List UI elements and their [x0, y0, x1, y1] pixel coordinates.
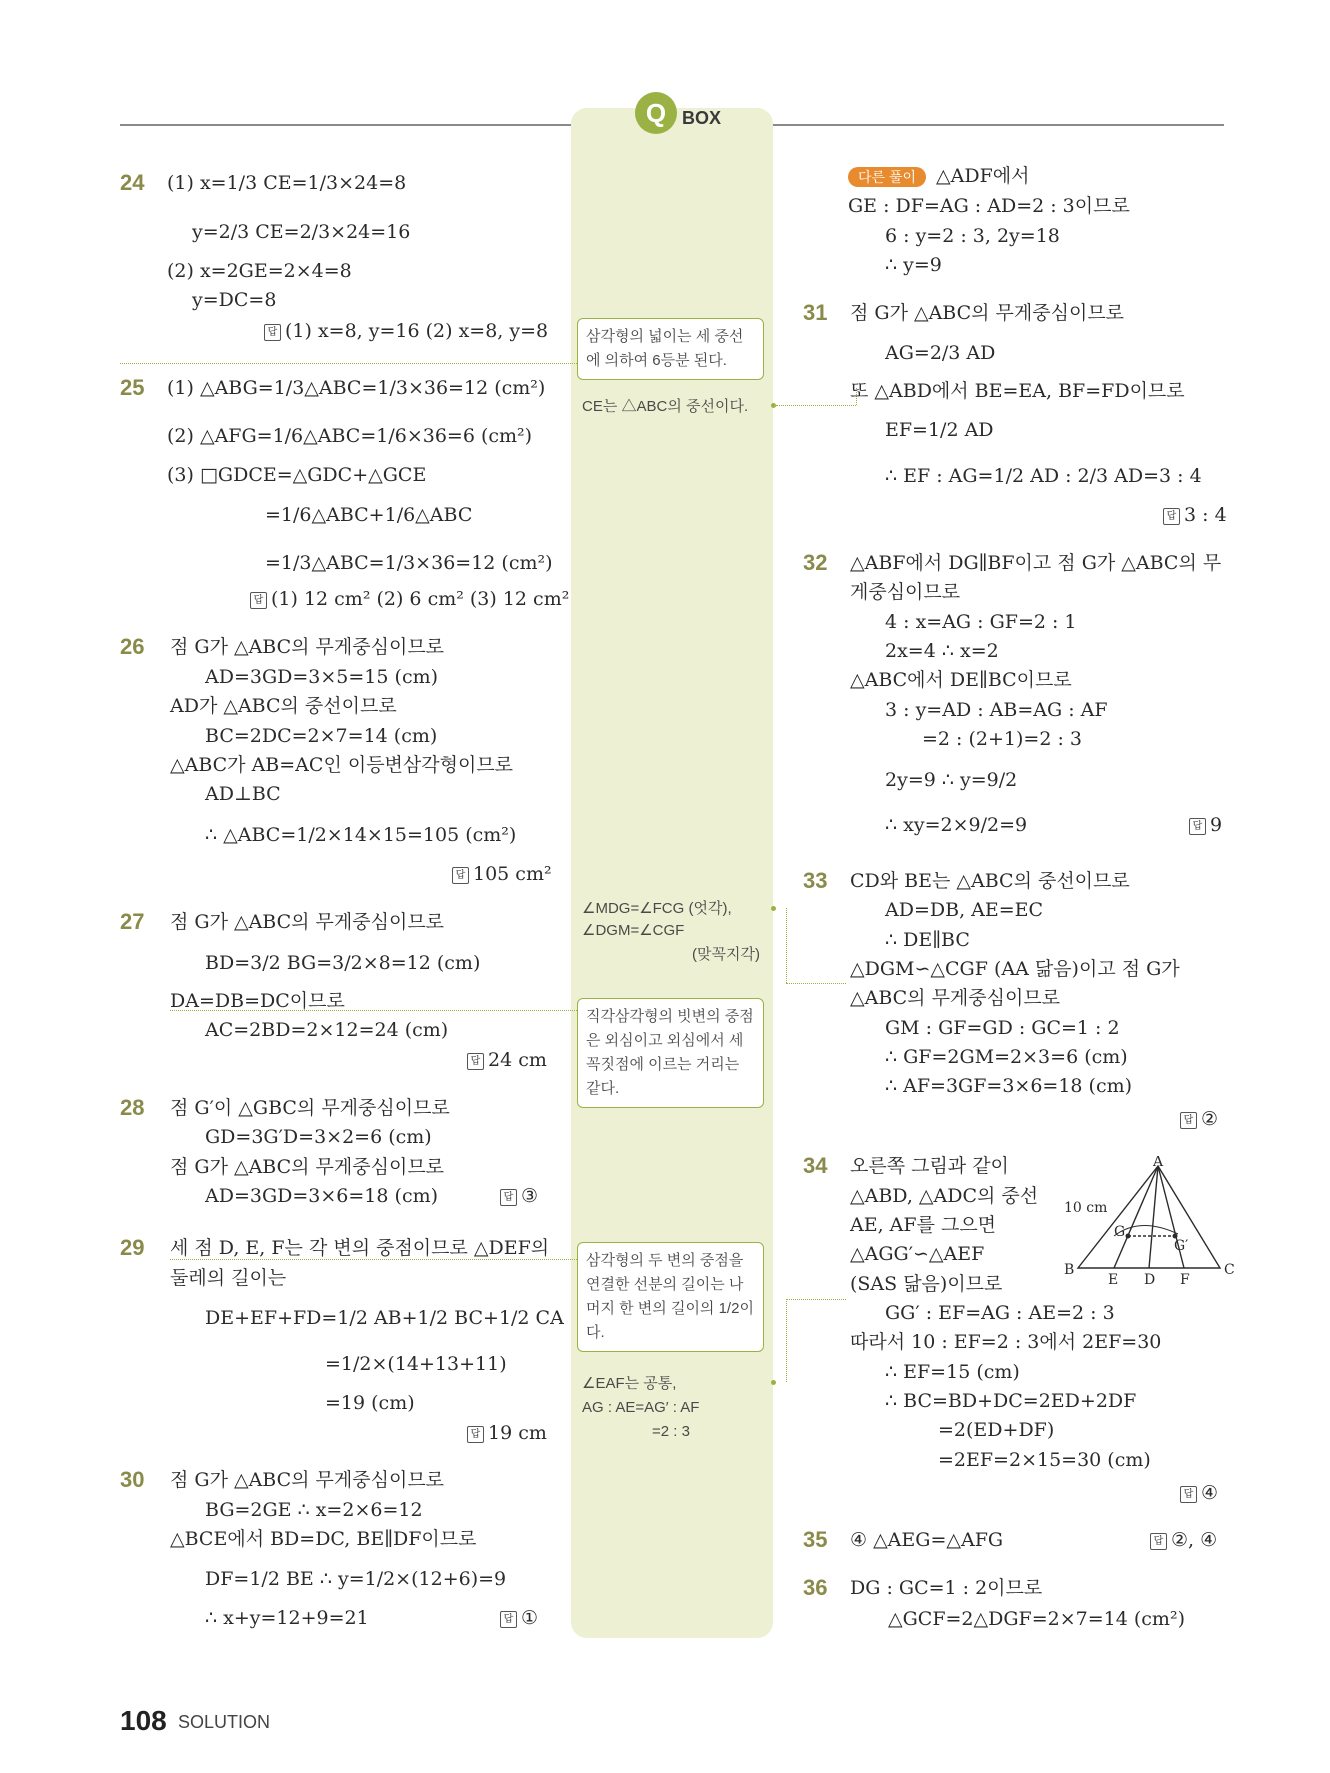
problem-24-line: y=2/3 CE=2/3×24=16 — [192, 221, 411, 243]
problem-26-number: 26 — [120, 634, 145, 659]
qbox-note-median: CE는 △ABC의 중선이다. — [582, 398, 749, 415]
problem-26-line: AD가 △ABC의 중선이므로 — [170, 695, 397, 717]
q-box-label: BOX — [682, 108, 722, 128]
problem-31-number: 31 — [803, 300, 828, 325]
problem-32-line: △ABF에서 DG∥BF이고 점 G가 △ABC의 무 — [850, 552, 1222, 574]
connector-line — [786, 983, 846, 984]
problem-34-line: △AGG′∽△AEF — [850, 1243, 985, 1265]
q-box-badge-icon: Q — [635, 92, 677, 134]
answer-icon: 답 — [264, 324, 281, 341]
connector-dot — [771, 906, 776, 911]
answer-text: 3 : 4 — [1184, 504, 1227, 526]
problem-34-line: (SAS 닮음)이므로 — [850, 1273, 1003, 1295]
point-g-icon — [1126, 1234, 1131, 1239]
problem-33-line: ∴ AF=3GF=3×6=18 (cm) — [885, 1075, 1133, 1097]
problem-28-answer — [500, 1183, 538, 1209]
problem-30-line: △BCE에서 BD=DC, BE∥DF이므로 — [170, 1528, 477, 1550]
problem-25-answer — [250, 586, 569, 612]
answer-text: ③ — [521, 1185, 539, 1207]
answer-icon: 답 — [500, 1189, 517, 1206]
alt-solution-line: GE : DF=AG : AD=2 : 3이므로 — [848, 195, 1130, 217]
label-b: B — [1064, 1262, 1075, 1278]
problem-26-line: 점 G가 △ABC의 무게중심이므로 — [170, 636, 445, 658]
problem-30-line: BG=2GE ∴ x=2×6=12 — [205, 1499, 423, 1521]
problem-25-line: (3) □GDCE=△GDC+△GCE — [167, 464, 427, 486]
problem-31-line: 또 △ABD에서 BE=EA, BF=FD이므로 — [850, 380, 1185, 402]
problem-31-line: EF=1/2 AD — [885, 419, 994, 441]
problem-33-line: △ABC의 무게중심이므로 — [850, 987, 1061, 1009]
triangle-abc — [1078, 1166, 1220, 1268]
problem-35-answer — [1150, 1527, 1217, 1553]
footer-label: SOLUTION — [178, 1712, 271, 1732]
label-length: 10 cm — [1064, 1200, 1108, 1216]
problem-32-line: ∴ xy=2×9/2=9 — [885, 814, 1028, 836]
problem-28-line: 점 G가 △ABC의 무게중심이므로 — [170, 1156, 445, 1178]
problem-34-line: △ABD, △ADC의 중선 — [850, 1185, 1039, 1207]
problem-35-number: 35 — [803, 1527, 828, 1552]
problem-32-line: △ABC에서 DE∥BC이므로 — [850, 669, 1072, 691]
problem-26-line: △ABC가 AB=AC인 이등변삼각형이므로 — [170, 754, 514, 776]
problem-32-line: 2x=4 ∴ x=2 — [885, 640, 999, 662]
problem-34-line: =2(ED+DF) — [938, 1419, 1055, 1441]
problem-27-line: DA=DB=DC이므로 — [170, 990, 345, 1012]
qbox-note-ratio-value: =2 : 3 — [652, 1423, 690, 1440]
problem-25-line: =1/3△ABC=1/3×36=12 (cm²) — [265, 552, 553, 574]
alt-solution-line: ∴ y=9 — [885, 254, 942, 276]
problem-30-number: 30 — [120, 1467, 145, 1492]
alt-solution-badge: 다른 풀이 — [848, 167, 926, 187]
problem-34-number: 34 — [803, 1153, 828, 1178]
qbox-note-area-six: 삼각형의 넓이는 세 중선에 의하여 6등분 된다. — [577, 318, 764, 380]
page-number: 108 — [120, 1705, 167, 1736]
problem-26-answer — [452, 861, 552, 887]
alt-solution-text: △ADF에서 — [936, 165, 1030, 187]
problem-31-line: 점 G가 △ABC의 무게중심이므로 — [850, 302, 1125, 324]
header-rule-left — [120, 124, 572, 126]
problem-28-line: AD=3GD=3×6=18 (cm) — [205, 1185, 439, 1207]
problem-29-line: DE+EF+FD=1/2 AB+1/2 BC+1/2 CA — [205, 1307, 564, 1329]
problem-34-answer — [1180, 1480, 1218, 1506]
problem-29-line: =19 (cm) — [325, 1392, 415, 1414]
problem-27-answer — [467, 1047, 547, 1073]
answer-icon: 답 — [452, 867, 469, 884]
answer-text: ④ — [1201, 1482, 1219, 1504]
label-g: G — [1114, 1224, 1126, 1240]
problem-34-line: ∴ EF=15 (cm) — [885, 1361, 1020, 1383]
connector-line — [170, 1010, 577, 1011]
problem-30-line: ∴ x+y=12+9=21 — [205, 1607, 369, 1629]
problem-35-line: ④ △AEG=△AFG — [850, 1529, 1004, 1551]
answer-text: (1) x=8, y=16 (2) x=8, y=8 — [285, 320, 549, 342]
answer-icon: 답 — [1180, 1112, 1197, 1129]
connector-line — [786, 1299, 846, 1300]
problem-34-line: GG′ : EF=AG : AE=2 : 3 — [885, 1302, 1115, 1324]
problem-29-line: 둘레의 길이는 — [170, 1267, 287, 1289]
problem-32-line: 4 : x=AG : GF=2 : 1 — [885, 611, 1077, 633]
header-rule-right — [772, 124, 1224, 126]
problem-32-answer — [1189, 812, 1222, 838]
answer-icon: 답 — [467, 1053, 484, 1070]
alt-solution-line — [848, 163, 1029, 189]
label-f: F — [1180, 1272, 1190, 1288]
answer-text: 24 cm — [488, 1049, 547, 1071]
problem-24-line: (1) x=1/3 CE=1/3×24=8 — [167, 172, 407, 194]
connector-dot — [771, 1380, 776, 1385]
label-d: D — [1144, 1272, 1156, 1288]
label-g-prime: G′ — [1174, 1238, 1189, 1254]
answer-icon: 답 — [1189, 818, 1206, 835]
problem-26-line: AD⊥BC — [205, 783, 281, 805]
problem-28-line: 점 G′이 △GBC의 무게중심이므로 — [170, 1097, 450, 1119]
problem-24-line: (2) x=2GE=2×4=8 — [167, 260, 352, 282]
problem-34-line: 오른쪽 그림과 같이 — [850, 1155, 1009, 1177]
qbox-note-midpoint — [577, 1242, 764, 1352]
answer-text: ②, ④ — [1171, 1529, 1218, 1551]
problem-32-line: 2y=9 ∴ y=9/2 — [885, 769, 1018, 791]
alt-solution-line: 6 : y=2 : 3, 2y=18 — [885, 225, 1060, 247]
problem-24-answer — [264, 318, 548, 344]
triangle-figure — [1060, 1156, 1235, 1291]
problem-27-number: 27 — [120, 909, 145, 934]
problem-33-answer — [1180, 1106, 1218, 1132]
problem-27-line: BD=3/2 BG=3/2×8=12 (cm) — [205, 952, 481, 974]
label-a: A — [1153, 1156, 1164, 1170]
answer-icon: 답 — [250, 592, 267, 609]
problem-34-line: 따라서 10 : EF=2 : 3에서 2EF=30 — [850, 1331, 1162, 1353]
qbox-note-common-angle: ∠EAF는 공통, — [582, 1375, 677, 1392]
problem-24-number: 24 — [120, 170, 145, 195]
problem-34-line: ∴ BC=BD+DC=2ED+2DF — [885, 1390, 1137, 1412]
problem-25-line: (1) △ABG=1/3△ABC=1/3×36=12 (cm²) — [167, 377, 546, 399]
problem-33-number: 33 — [803, 868, 828, 893]
median-ad — [1149, 1166, 1158, 1268]
answer-icon: 답 — [1163, 508, 1180, 525]
problem-36-number: 36 — [803, 1575, 828, 1600]
problem-31-line: ∴ EF : AG=1/2 AD : 2/3 AD=3 : 4 — [885, 465, 1202, 487]
answer-text: 9 — [1210, 814, 1223, 836]
problem-36-line: DG : GC=1 : 2이므로 — [850, 1577, 1043, 1599]
problem-29-number: 29 — [120, 1235, 145, 1260]
qbox-note-angles-label: (맞꼭지각) — [692, 946, 760, 963]
connector-line — [170, 1259, 577, 1260]
problem-24-line: y=DC=8 — [192, 289, 277, 311]
answer-icon: 답 — [467, 1426, 484, 1443]
label-c: C — [1224, 1262, 1235, 1278]
problem-32-number: 32 — [803, 550, 828, 575]
problem-26-line: ∴ △ABC=1/2×14×15=105 (cm²) — [205, 824, 517, 846]
problem-30-line: 점 G가 △ABC의 무게중심이므로 — [170, 1469, 445, 1491]
note-text: 삼각형의 두 변의 중점을 연결한 선분의 길이는 나머지 한 변의 길이의 1/2이다. — [586, 1252, 754, 1341]
problem-32-line: 3 : y=AD : AB=AG : AF — [885, 699, 1108, 721]
problem-33-line: ∴ GF=2GM=2×3=6 (cm) — [885, 1046, 1128, 1068]
problem-28-line: GD=3G′D=3×2=6 (cm) — [205, 1126, 432, 1148]
answer-text: ② — [1201, 1108, 1219, 1130]
problem-27-line: AC=2BD=2×12=24 (cm) — [205, 1019, 449, 1041]
problem-31-line: AG=2/3 AD — [885, 342, 996, 364]
answer-icon: 답 — [1150, 1533, 1167, 1550]
answer-text: ① — [521, 1607, 539, 1629]
answer-icon: 답 — [1180, 1486, 1197, 1503]
answer-text: 19 cm — [488, 1422, 547, 1444]
connector-line — [120, 363, 577, 364]
problem-33-line: △DGM∽△CGF (AA 닮음)이고 점 G가 — [850, 958, 1180, 980]
problem-32-line: 게중심이므로 — [850, 581, 961, 603]
problem-25-line: =1/6△ABC+1/6△ABC — [265, 504, 473, 526]
problem-30-answer — [500, 1605, 538, 1631]
answer-icon: 답 — [500, 1611, 517, 1628]
problem-30-line: DF=1/2 BE ∴ y=1/2×(12+6)=9 — [205, 1568, 507, 1590]
qbox-note-ratio: AG : AE=AG′ : AF — [582, 1399, 700, 1416]
qbox-note-hypotenuse: 직각삼각형의 빗변의 중점은 외심이고 외심에서 세 꼭짓점에 이르는 거리는 같다. — [577, 998, 764, 1108]
problem-31-answer — [1163, 502, 1227, 528]
qbox-note-angles: ∠MDG=∠FCG (엇각), ∠DGM=∠CGF — [582, 900, 732, 939]
problem-33-line: AD=DB, AE=EC — [885, 899, 1044, 921]
answer-text: (1) 12 cm² (2) 6 cm² (3) 12 cm² — [271, 588, 570, 610]
problem-33-line: ∴ DE∥BC — [885, 929, 970, 951]
connector-line — [786, 908, 787, 983]
connector-line — [776, 405, 856, 406]
problem-26-line: BC=2DC=2×7=14 (cm) — [205, 725, 438, 747]
problem-33-line: CD와 BE는 △ABC의 중선이므로 — [850, 870, 1130, 892]
answer-text: 105 cm² — [473, 863, 552, 885]
problem-25-number: 25 — [120, 375, 145, 400]
problem-34-line: =2EF=2×15=30 (cm) — [938, 1449, 1151, 1471]
problem-25-line: (2) △AFG=1/6△ABC=1/6×36=6 (cm²) — [167, 425, 533, 447]
problem-29-line: =1/2×(14+13+11) — [325, 1353, 507, 1375]
connector-line — [786, 1299, 787, 1382]
median-ae — [1114, 1166, 1158, 1268]
problem-28-number: 28 — [120, 1095, 145, 1120]
problem-33-line: GM : GF=GD : GC=1 : 2 — [885, 1017, 1120, 1039]
problem-29-answer — [467, 1420, 547, 1446]
label-e: E — [1108, 1272, 1119, 1288]
problem-29-line: 세 점 D, E, F는 각 변의 중점이므로 △DEF의 — [170, 1237, 550, 1259]
problem-26-line: AD=3GD=3×5=15 (cm) — [205, 666, 439, 688]
problem-34-line: AE, AF를 그으면 — [850, 1214, 997, 1236]
problem-27-line: 점 G가 △ABC의 무게중심이므로 — [170, 911, 445, 933]
problem-36-line: △GCF=2△DGF=2×7=14 (cm²) — [888, 1608, 1185, 1630]
problem-32-line: =2 : (2+1)=2 : 3 — [922, 728, 1082, 750]
